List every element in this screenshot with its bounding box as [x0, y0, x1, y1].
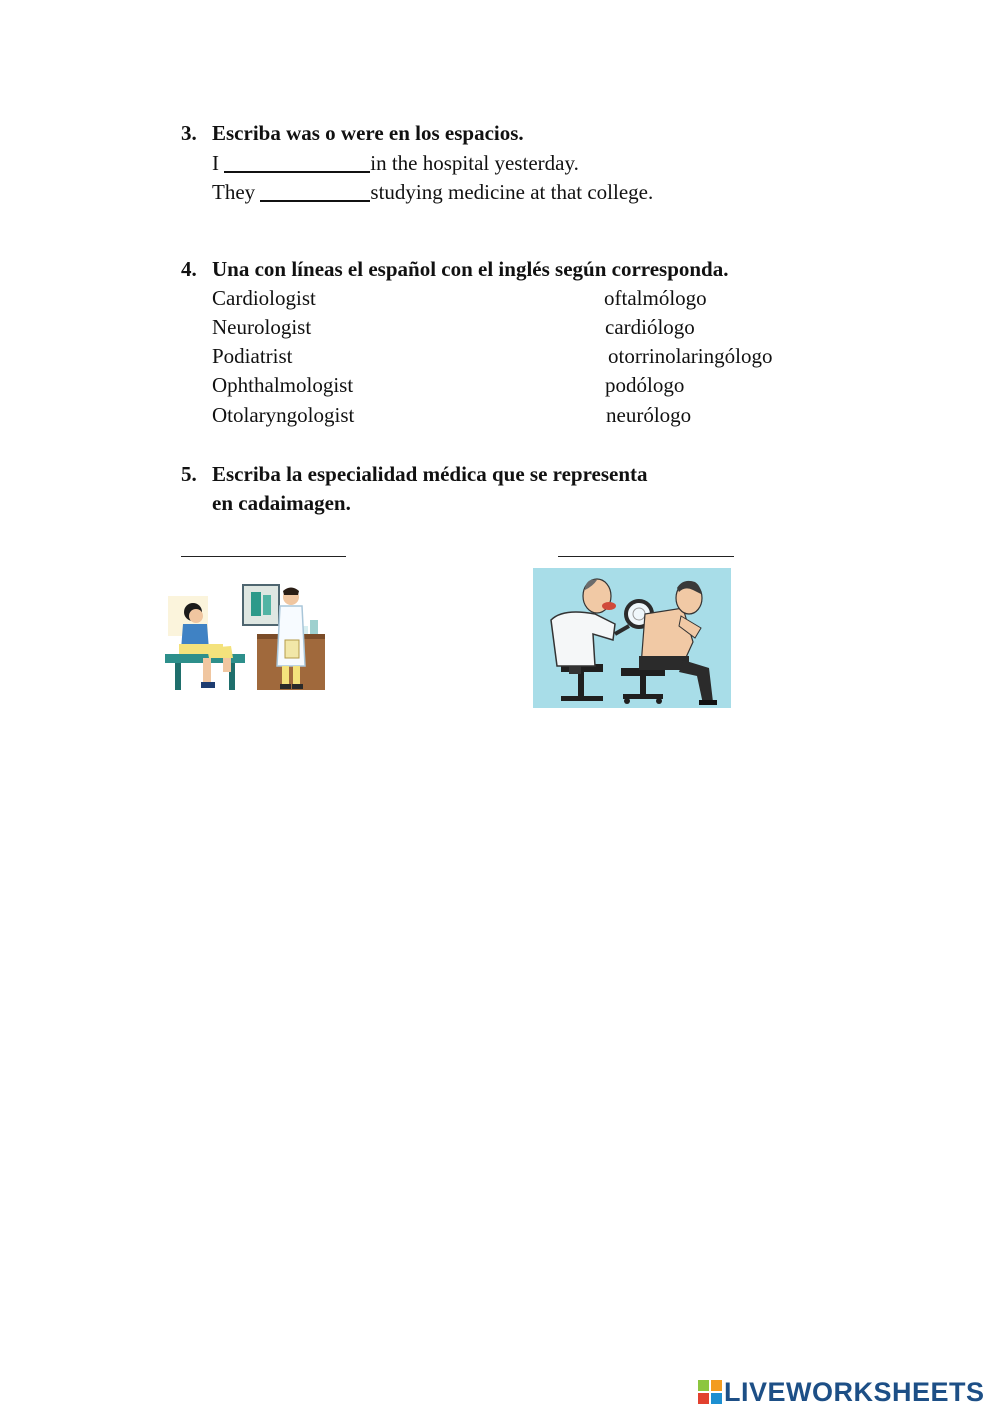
- q3-title: Escriba was o were en los espacios.: [212, 121, 524, 145]
- match-spanish-5[interactable]: neurólogo: [606, 403, 692, 427]
- q3-s1-after: in the hospital yesterday.: [370, 151, 579, 175]
- q5-answer-line-right[interactable]: [558, 556, 734, 557]
- match-english-5[interactable]: Otolaryngologist: [212, 403, 355, 427]
- q4-number: 4.: [181, 257, 197, 281]
- match-spanish-2[interactable]: cardiólogo: [605, 315, 695, 339]
- match-english-1[interactable]: Cardiologist: [212, 286, 316, 310]
- q3-sentence-1: [212, 150, 579, 176]
- q5-title-line-2: en cadaimagen.: [212, 491, 351, 515]
- q5-answer-line-left[interactable]: [181, 556, 346, 557]
- q3-s2-before: They: [212, 180, 256, 204]
- q3-s1-blank: [224, 150, 370, 170]
- liveworksheets-logo-text: LIVEWORKSHEETS: [724, 1377, 985, 1407]
- match-english-4[interactable]: Ophthalmologist: [212, 373, 354, 397]
- liveworksheets-logo: [698, 1377, 994, 1409]
- podiatrist-clinic-image: [165, 582, 327, 692]
- match-spanish-4[interactable]: podólogo: [605, 373, 685, 397]
- q3-s2-after: studying medicine at that college.: [370, 180, 654, 204]
- q5-title-line-1: Escriba la especialidad médica que se representa: [212, 462, 648, 486]
- match-spanish-1[interactable]: oftalmólogo: [604, 286, 707, 310]
- match-spanish-3[interactable]: otorrinolaringólogo: [608, 344, 773, 368]
- q3-s1-answer-input[interactable]: [224, 149, 370, 173]
- q5-number: 5.: [181, 462, 197, 486]
- doctor-magnifying-glass-image: [533, 568, 731, 708]
- q3-s2-blank: [260, 179, 370, 199]
- q3-sentence-2: [212, 179, 653, 205]
- match-english-3[interactable]: Podiatrist: [212, 344, 293, 368]
- match-english-2[interactable]: Neurologist: [212, 315, 312, 339]
- liveworksheets-logo-icon: [698, 1380, 722, 1404]
- q4-title: Una con líneas el español con el inglés según corresponda.: [212, 257, 729, 281]
- q3-s2-answer-input[interactable]: [260, 178, 370, 202]
- q3-number: 3.: [181, 121, 197, 145]
- q3-s1-before: I: [212, 151, 219, 175]
